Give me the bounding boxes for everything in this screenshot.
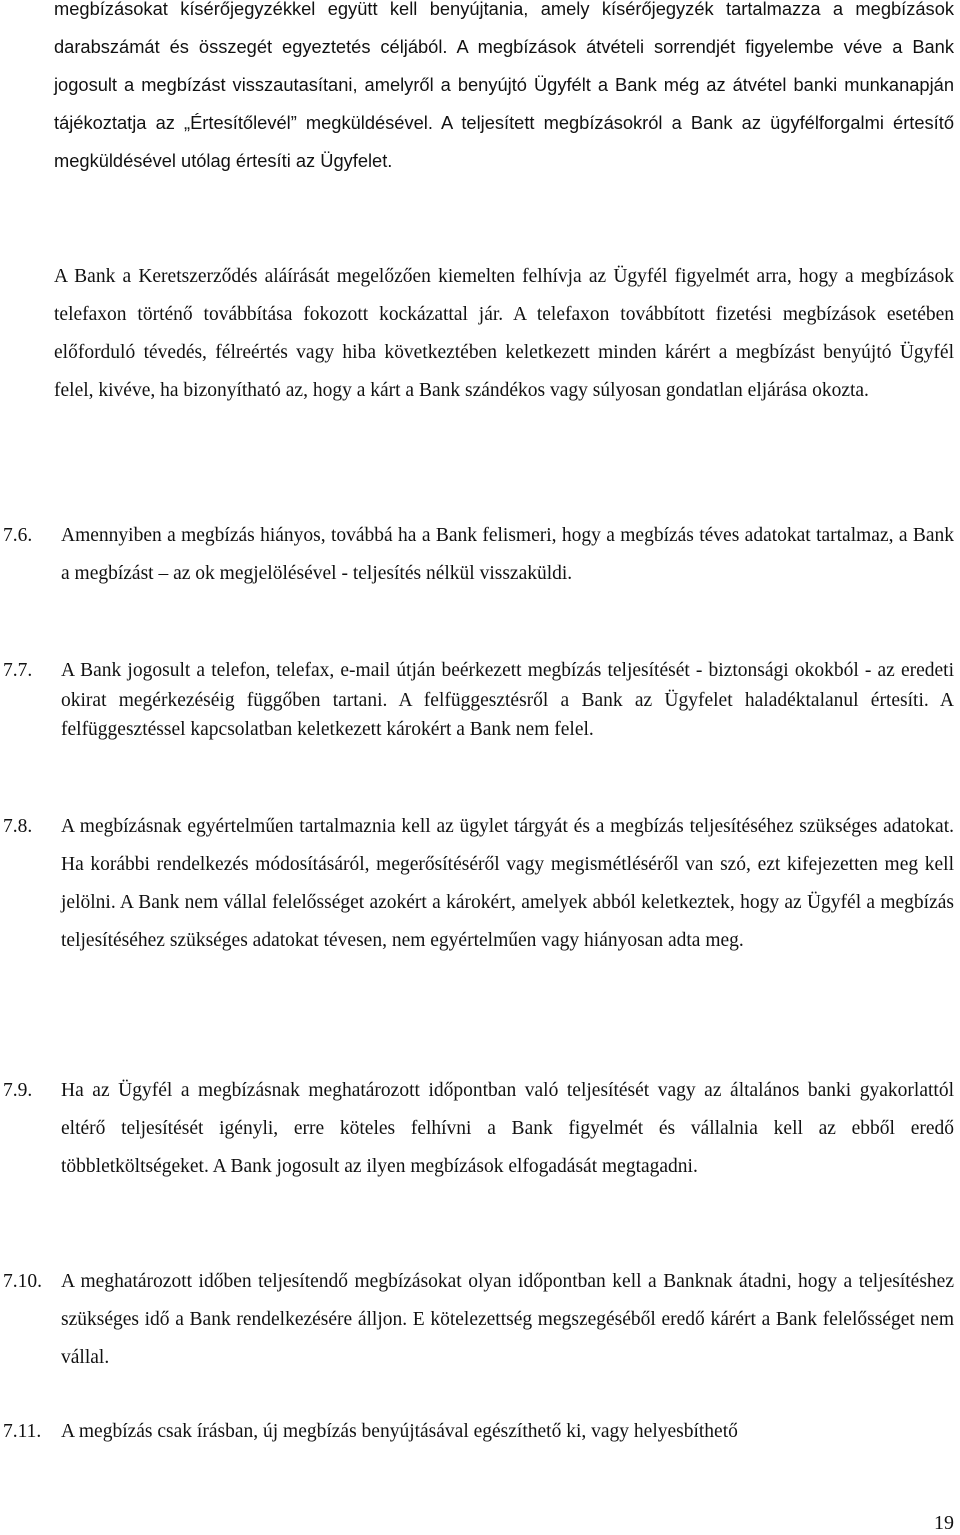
section-number: 7.6. <box>3 525 33 546</box>
section-7-8 <box>3 808 954 960</box>
section-7-7 <box>3 656 954 745</box>
section-text: A Bank jogosult a telefon, telefax, e-mail útján beérkezett megbízás teljesítését - biztonsági okokból - az eredeti okirat megérkezéséig függőben tartani. A felfüggesztésről a Bank az Ügyfelet haladéktalanul értesíti. A felfüggesztéssel kapcsolatban keletkezett károkért a Bank nem felel. <box>61 660 954 740</box>
intro-paragraph-continued: megbízásokat kísérőjegyzékkel együtt kell benyújtania, amely kísérőjegyzék tartalmazza a megbízások darabszámát és összegét egyeztetés céljából. A megbízások átvételi sorrendjét figyelembe véve a Bank jogosult a megbízást visszautasítani, amelyről a benyújtó Ügyfélt a Bank még az átvétel banki munkanapján tájékoztatja az „Értesítőlevél” megküldésével. A teljesített megbízásokról a Bank az ügyfélforgalmi értesítő megküldésével utólag értesíti az Ügyfelet. <box>54 0 954 171</box>
section-number: 7.9. <box>3 1080 33 1101</box>
section-number: 7.8. <box>3 816 33 837</box>
intro-paragraph-telefax-risk: A Bank a Keretszerződés aláírását megelőzően kiemelten felhívja az Ügyfél figyelmét arra, hogy a megbízások telefaxon történő továbbítása fokozott kockázattal jár. A telefaxon továbbított fizetési megbízások esetében előforduló tévedés, félreértés vagy hiba következtében keletkezett minden kárért a megbízást benyújtó Ügyfél felel, kivéve, ha bizonyítható az, hogy a kárt a Bank szándékos vagy súlyosan gondatlan eljárása okozta. <box>54 266 954 401</box>
section-text: Amennyiben a megbízás hiányos, továbbá ha a Bank felismeri, hogy a megbízás téves adatokat tartalmaz, a Bank a megbízást – az ok megjelölésével - teljesítés nélkül visszaküldi. <box>61 525 954 584</box>
section-number: 7.10. <box>3 1271 42 1292</box>
section-number: 7.7. <box>3 660 33 681</box>
section-number: 7.11. <box>3 1421 42 1442</box>
section-7-9 <box>3 1072 954 1186</box>
section-text: A meghatározott időben teljesítendő megbízásokat olyan időpontban kell a Banknak átadni, hogy a teljesítéshez szükséges idő a Bank rendelkezésére álljon. E kötelezettség megszegéséből eredő kárért a Bank felelősséget nem vállal. <box>61 1271 954 1368</box>
section-7-6 <box>3 517 954 593</box>
section-text: A megbízás csak írásban, új megbízás benyújtásával egészíthető ki, vagy helyesbíthető <box>61 1421 738 1442</box>
section-text: Ha az Ügyfél a megbízásnak meghatározott időpontban való teljesítését vagy az általános banki gyakorlattól eltérő teljesítését igényli, erre köteles felhívni a Bank figyelmét és vállalnia kell az ebből eredő többletköltségeket. A Bank jogosult az ilyen megbízások elfogadását megtagadni. <box>61 1080 954 1177</box>
section-text: A megbízásnak egyértelműen tartalmaznia kell az ügylet tárgyát és a megbízás teljesítéséhez szükséges adatokat. Ha korábbi rendelkezés módosításáról, megerősítéséről vagy megismétléséről van szó, ezt kifejezetten meg kell jelölni. A Bank nem vállal felelősséget azokért a károkért, amelyek abból keletkeztek, hogy az Ügyfél a megbízás teljesítéséhez szükséges adatokat tévesen, nem egyértelműen vagy hiányosan adta meg. <box>61 816 954 951</box>
page-number: 19 <box>934 1512 954 1534</box>
section-7-10 <box>3 1263 954 1377</box>
section-7-11 <box>3 1413 954 1451</box>
